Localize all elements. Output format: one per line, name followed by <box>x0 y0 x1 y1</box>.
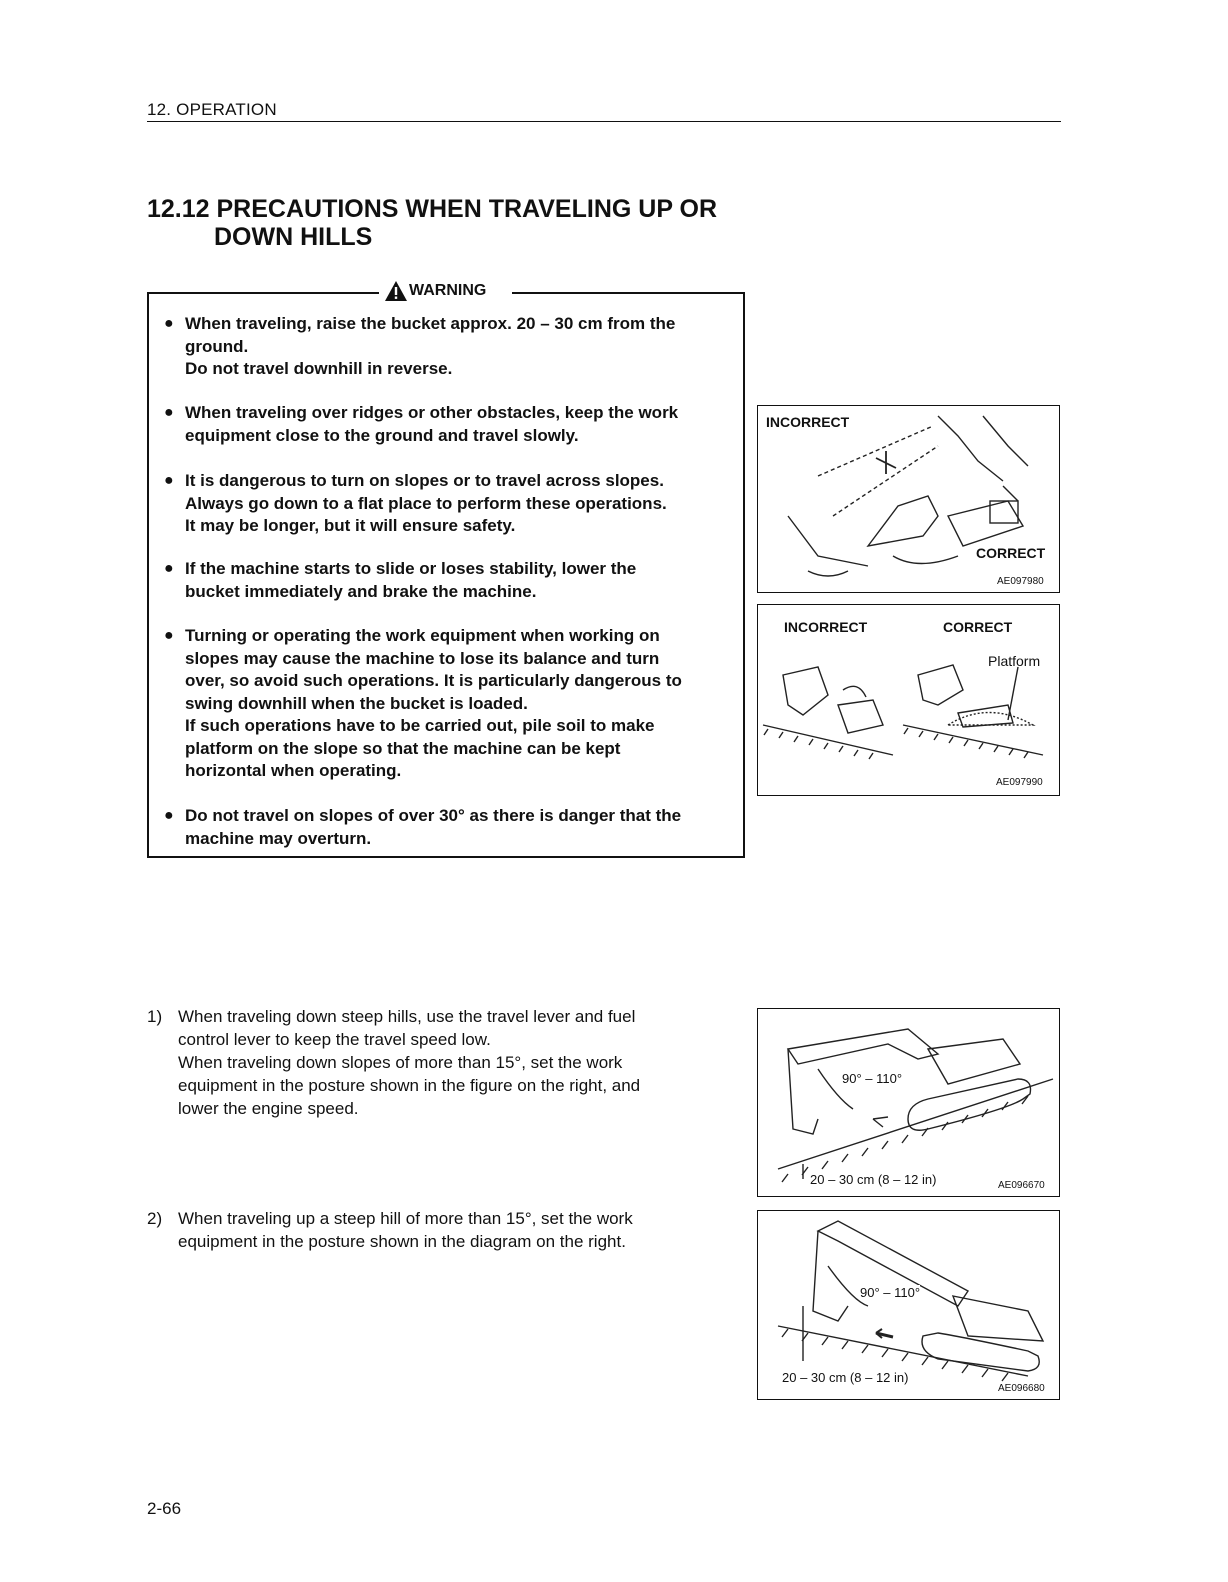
step-line: equipment in the posture shown in the figure on the right, and <box>178 1076 641 1095</box>
bullet-dot-icon: ● <box>164 315 174 332</box>
step-line: control lever to keep the travel speed low. <box>178 1030 491 1049</box>
label-incorrect: INCORRECT <box>784 619 868 635</box>
bullet-line: horizontal when operating. <box>185 761 402 780</box>
slope-platform-illustration <box>758 605 1059 795</box>
warning-bullet <box>164 402 729 450</box>
bullet-dot-icon: ● <box>164 807 174 824</box>
warning-rule-right <box>512 292 743 294</box>
label-incorrect: INCORRECT <box>766 414 850 430</box>
warning-bullet <box>164 470 729 540</box>
step-line: When traveling up a steep hill of more than 15°, set the work <box>178 1209 633 1228</box>
bullet-line: Always go down to a flat place to perform these operations. <box>185 493 667 513</box>
page-title <box>147 195 717 251</box>
bullet-line: When traveling over ridges or other obstacles, keep the work <box>185 403 679 422</box>
warning-bullet <box>164 313 729 383</box>
bullet-line: If the machine starts to slide or loses stability, lower the <box>185 559 637 578</box>
step-number: 1) <box>147 1007 163 1026</box>
bullet-dot-icon: ● <box>164 472 174 489</box>
height-label: 20 – 30 cm (8 – 12 in) <box>782 1370 909 1385</box>
bullet-line: over, so avoid such operations. It is particularly dangerous to <box>185 671 682 690</box>
bullet-line: If such operations have to be carried out, pile soil to make <box>185 716 655 735</box>
section-header: 12. OPERATION <box>147 100 277 119</box>
bullet-line: platform on the slope so that the machine can be kept <box>185 738 621 758</box>
downhill-posture-illustration <box>758 1009 1059 1196</box>
bullet-line: Turning or operating the work equipment when working on <box>185 626 660 645</box>
bullet-dot-icon: ● <box>164 627 174 644</box>
bullet-line: bucket immediately and brake the machine. <box>185 581 537 601</box>
title-line-2: DOWN HILLS <box>214 223 373 251</box>
bullet-dot-icon: ● <box>164 404 174 421</box>
figure-downhill-posture <box>757 1008 1060 1197</box>
warning-heading <box>384 280 486 302</box>
header-rule <box>147 121 1061 122</box>
step-item <box>147 1207 743 1257</box>
warning-bullet <box>164 805 729 853</box>
label-platform: Platform <box>988 653 1041 669</box>
figure-slope-platform <box>757 604 1060 796</box>
step-line: When traveling down slopes of more than 15°, set the work <box>178 1053 623 1072</box>
label-correct: CORRECT <box>943 619 1013 635</box>
angle-label: 90° – 110° <box>860 1285 921 1300</box>
bullet-line: Do not travel on slopes of over 30° as there is danger that the <box>185 806 682 825</box>
figure-ridge-travel <box>757 405 1060 593</box>
label-correct: CORRECT <box>976 545 1046 561</box>
height-label: 20 – 30 cm (8 – 12 in) <box>810 1172 937 1187</box>
bullet-line: When traveling, raise the bucket approx. 20 – 30 cm from the <box>185 314 676 333</box>
ridge-travel-illustration <box>758 406 1059 592</box>
bullet-line: machine may overturn. <box>185 828 372 848</box>
bullet-dot-icon: ● <box>164 560 174 577</box>
warning-rule-left <box>147 292 379 294</box>
bullet-line: It is dangerous to turn on slopes or to travel across slopes. <box>185 471 664 490</box>
warning-triangle-icon <box>384 280 408 302</box>
warning-bullet <box>164 558 729 606</box>
bullet-line: equipment close to the ground and travel slowly. <box>185 425 579 445</box>
warning-label: WARNING <box>409 282 487 299</box>
warning-bullet <box>164 625 729 785</box>
figure-uphill-posture <box>757 1210 1060 1400</box>
step-line: lower the engine speed. <box>178 1099 359 1118</box>
figure-code: AE097990 <box>996 777 1043 788</box>
bullet-line: It may be longer, but it will ensure safety. <box>185 516 516 535</box>
step-number: 2) <box>147 1209 163 1228</box>
bullet-line: swing downhill when the bucket is loaded. <box>185 693 528 713</box>
step-line: When traveling down steep hills, use the travel lever and fuel <box>178 1007 636 1026</box>
step-item <box>147 1005 743 1125</box>
title-line-1: 12.12 PRECAUTIONS WHEN TRAVELING UP OR <box>147 195 717 223</box>
bullet-line: Do not travel downhill in reverse. <box>185 359 453 378</box>
angle-label: 90° – 110° <box>842 1071 903 1086</box>
bullet-line: slopes may cause the machine to lose its balance and turn <box>185 648 660 668</box>
figure-code: AE096670 <box>998 1180 1045 1191</box>
page-number: 2-66 <box>147 1499 182 1518</box>
figure-code: AE096680 <box>998 1383 1045 1394</box>
step-line: equipment in the posture shown in the diagram on the right. <box>178 1232 626 1251</box>
bullet-line: ground. <box>185 336 249 356</box>
figure-code: AE097980 <box>997 576 1044 587</box>
